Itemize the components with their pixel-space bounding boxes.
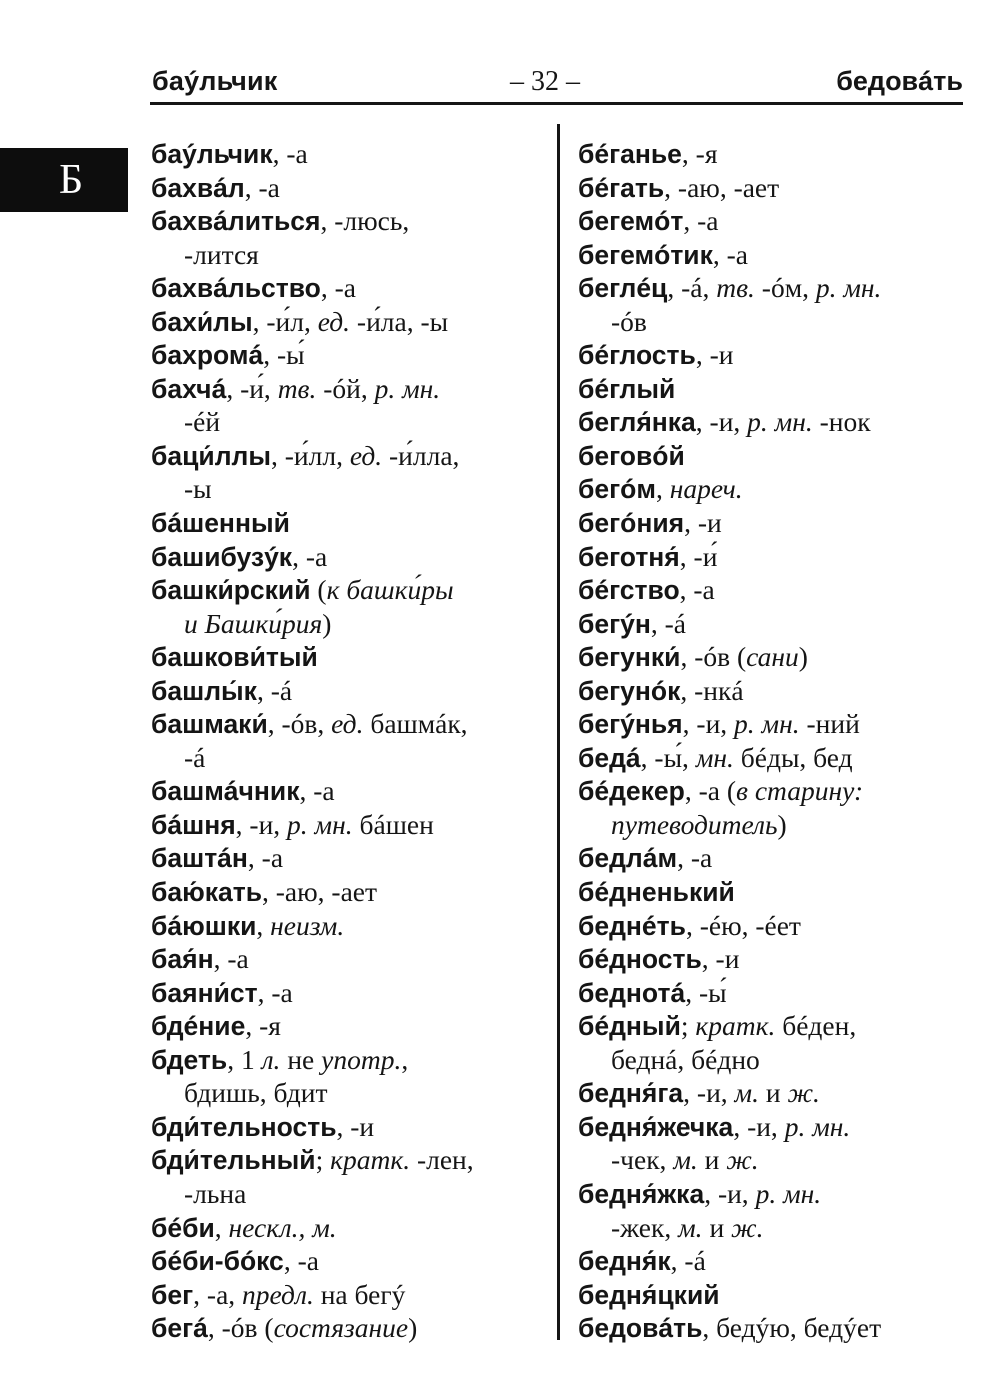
entry-text: не <box>280 1043 322 1075</box>
entry-text: -éй <box>184 406 221 438</box>
entry-line <box>578 137 973 171</box>
entry-continuation-line <box>578 1143 973 1177</box>
letter-thumb-tab <box>0 148 128 212</box>
grammar-note: состязание <box>273 1312 409 1344</box>
grammar-note: путеводитель <box>611 808 778 840</box>
headword: бдеть <box>151 1044 228 1075</box>
entry-text: -лится <box>184 238 259 270</box>
grammar-note: ж. <box>787 1077 820 1109</box>
grammar-note: тв. <box>277 372 317 404</box>
entry-text: , -аю, -ает <box>262 876 378 908</box>
entry-line <box>151 875 546 909</box>
grammar-note: ед. <box>317 305 351 337</box>
left-guide-word: баýльчик <box>152 66 278 96</box>
entry-text: , бедýю, бедýет <box>702 1312 882 1344</box>
entry-text: -óй, <box>316 372 375 404</box>
entry-line <box>151 338 546 372</box>
entry-text: , -á <box>670 1245 706 1277</box>
headword: бегля́нка <box>578 407 696 438</box>
entry-line <box>578 540 973 574</box>
entry-text: , -а <box>247 842 284 874</box>
headword: башлы́к <box>151 675 257 706</box>
entry-text: , <box>401 1043 409 1075</box>
entry-text: , -и, <box>695 406 748 438</box>
right-guide-word: бедовáть <box>836 66 963 96</box>
entry-line <box>578 674 973 708</box>
entry-line <box>578 841 973 875</box>
entry-text: , -а <box>299 775 335 807</box>
entry-text: -и́ла, -ы <box>350 305 449 337</box>
entry-text: -á <box>184 741 206 773</box>
headword: башмáчник <box>151 776 300 807</box>
entry-line <box>578 405 973 439</box>
entry-line <box>151 841 546 875</box>
headword: бéби <box>151 1212 215 1243</box>
grammar-note: р. мн. <box>734 708 800 740</box>
entry-text: ) <box>408 1312 418 1344</box>
headword: бéби-бóкс <box>151 1246 284 1277</box>
entry-text: -ы <box>184 473 212 505</box>
entry-text: , -óв, <box>267 708 332 740</box>
entry-text: , -и, <box>683 1077 735 1109</box>
entry-line <box>151 976 546 1010</box>
entry-line <box>151 540 546 574</box>
entry-continuation-line <box>151 238 546 272</box>
entry-text: , -а, <box>193 1278 243 1310</box>
entry-line <box>151 137 546 171</box>
headword: бегóм <box>578 474 656 505</box>
entry-text: , -а <box>213 943 249 975</box>
grammar-note: кратк. <box>695 1010 776 1042</box>
headword: бегунóк <box>578 675 681 706</box>
entry-line <box>578 1177 973 1211</box>
entry-text: бдишь, бдит <box>184 1077 328 1109</box>
headword: бедня́жечка <box>578 1111 734 1142</box>
entry-text: , -а <box>257 976 293 1008</box>
headword: баци́ллы <box>151 440 271 471</box>
entry-line <box>578 171 973 205</box>
entry-text: , -а ( <box>684 775 737 807</box>
page-number: – 32 – <box>510 66 580 97</box>
entry-text: башмáк, <box>363 708 468 740</box>
entry-line <box>578 640 973 674</box>
headword: беднотá <box>578 977 686 1008</box>
entry-text: -льна <box>184 1177 247 1209</box>
grammar-note: в старину: <box>736 775 864 807</box>
entry-line <box>578 439 973 473</box>
entry-text: бáшен <box>352 808 434 840</box>
entry-text: ( <box>310 574 327 606</box>
grammar-note: р. мн. <box>815 272 882 304</box>
headword: бедовáть <box>578 1313 703 1344</box>
headword: бедá <box>578 742 641 773</box>
entry-line <box>151 204 546 238</box>
headword: баю́кать <box>151 877 263 908</box>
entry-text: , -и, <box>235 808 288 840</box>
headword: бéглый <box>578 373 676 404</box>
entry-text: бéды, бед <box>733 741 853 773</box>
entry-text: -чек, <box>611 1144 674 1176</box>
headword: баýльчик <box>151 139 273 169</box>
headword: бегунки́ <box>578 642 681 673</box>
entry-line <box>151 942 546 976</box>
entry-line <box>151 439 546 473</box>
entry-text: ; <box>680 1010 696 1042</box>
headword: бедня́к <box>578 1246 671 1277</box>
headword: бди́тельный <box>151 1145 316 1176</box>
entry-text: ) <box>322 607 332 639</box>
headword: бахвáл <box>151 172 245 203</box>
entry-text: -ний <box>799 708 860 740</box>
entry-text: , <box>655 473 670 505</box>
grammar-note: ж. <box>726 1144 759 1176</box>
entry-line <box>151 674 546 708</box>
entry-text: ) <box>798 641 808 673</box>
entry-line <box>151 909 546 943</box>
grammar-note: л. <box>261 1043 281 1075</box>
entry-text: , -и́лл, <box>271 439 350 471</box>
entry-line <box>578 741 973 775</box>
entry-text: , -éю, -éет <box>685 909 801 941</box>
grammar-note: р. мн. <box>747 406 813 438</box>
entry-text: , -я <box>681 138 718 169</box>
entry-text: , -á <box>256 674 293 706</box>
headword: бéгство <box>578 575 680 606</box>
entry-text: , -а <box>244 171 280 203</box>
entry-continuation-line <box>578 1043 973 1077</box>
entry-text: бéден, <box>775 1010 857 1042</box>
entry-line <box>578 506 973 540</box>
headword: беглéц <box>578 273 668 304</box>
entry-text: -и́лла, <box>382 439 460 471</box>
headword: бахромá <box>151 340 264 371</box>
grammar-note: нескл., м. <box>228 1211 337 1243</box>
grammar-note: нареч. <box>669 473 743 505</box>
entry-line <box>578 909 973 943</box>
headword: бахвáлиться <box>151 206 321 237</box>
entry-text: , -и, <box>733 1110 785 1142</box>
grammar-note: р. мн. <box>784 1110 851 1142</box>
entry-text: , -и <box>695 339 734 371</box>
entry-line <box>151 506 546 540</box>
entry-text: -жек, <box>611 1211 679 1243</box>
entry-text: , -ы́ <box>263 339 305 371</box>
headword: бахи́лы <box>151 306 253 337</box>
headword: бéдекер <box>578 776 685 807</box>
headword: бег <box>151 1279 194 1310</box>
headword: беготня́ <box>578 541 680 572</box>
right-column <box>578 137 973 1345</box>
headword: беднéть <box>578 910 686 941</box>
grammar-note: употр. <box>321 1043 402 1075</box>
entry-line <box>578 1009 973 1043</box>
entry-text: , -и, <box>682 708 735 740</box>
entry-line <box>151 1110 546 1144</box>
headword: баштáн <box>151 843 248 874</box>
headword: бая́н <box>151 944 214 975</box>
headword: бегýн <box>578 608 651 639</box>
entry-line <box>578 607 973 641</box>
entry-text: ; <box>315 1144 331 1176</box>
entry-text: и <box>697 1144 727 1176</box>
headword: бегá <box>151 1313 208 1344</box>
entry-line <box>151 372 546 406</box>
entry-line <box>578 875 973 909</box>
entry-line <box>151 774 546 808</box>
entry-line <box>578 372 973 406</box>
entry-line <box>151 1143 546 1177</box>
grammar-note: неизм. <box>270 909 345 941</box>
grammar-note: р. мн. <box>755 1177 822 1209</box>
grammar-note: м. <box>734 1077 759 1109</box>
entry-text: , -аю, -ает <box>664 171 780 203</box>
headword: башибузýк <box>151 541 293 572</box>
headword: бахчá <box>151 373 227 404</box>
entry-continuation-line <box>151 1076 546 1110</box>
entry-text: , -и́л, <box>252 305 318 337</box>
entry-text: -нок <box>812 406 871 438</box>
entry-text: на бегý <box>313 1278 406 1310</box>
headword: башмаки́ <box>151 709 268 740</box>
headword: бедня́цкий <box>578 1279 720 1310</box>
entry-line <box>151 1244 546 1278</box>
entry-line <box>151 1311 546 1345</box>
entry-text: , -и <box>336 1110 375 1142</box>
entry-line <box>151 1043 546 1077</box>
entry-text: -óм, <box>754 272 816 304</box>
entry-text: , -люсь, <box>320 205 410 237</box>
headword: бегýнья <box>578 709 683 740</box>
entry-continuation-line <box>151 1177 546 1211</box>
entry-text: и <box>702 1211 732 1243</box>
entry-line <box>578 1311 973 1345</box>
grammar-note: р. мн. <box>287 808 353 840</box>
headword: бéганье <box>578 139 682 169</box>
grammar-note: сани <box>746 641 799 673</box>
headword: бéдность <box>578 944 702 975</box>
running-header <box>150 64 963 106</box>
headword: бéдный <box>578 1011 681 1042</box>
headword: бéдненький <box>578 877 735 908</box>
entry-line <box>151 1211 546 1245</box>
entry-continuation-line <box>151 472 546 506</box>
grammar-note: предл. <box>242 1278 314 1310</box>
entry-line <box>578 238 973 272</box>
grammar-note: к башки́ры <box>326 574 454 606</box>
entry-text: и <box>758 1077 788 1109</box>
headword: бегемóтик <box>578 239 713 270</box>
entry-line <box>578 976 973 1010</box>
headword: бедня́га <box>578 1078 684 1109</box>
entry-continuation-line <box>578 1211 973 1245</box>
entry-line <box>578 1076 973 1110</box>
entry-text: , -а <box>683 205 719 237</box>
entry-text: , -а <box>283 1245 319 1277</box>
headword: бегемóт <box>578 206 684 237</box>
entry-text: , 1 <box>227 1043 262 1075</box>
entry-line <box>578 774 973 808</box>
headword: бедня́жка <box>578 1178 705 1209</box>
entry-continuation-line <box>151 741 546 775</box>
headword: бдéние <box>151 1011 246 1042</box>
headword: беговóй <box>578 440 685 471</box>
entry-continuation-line <box>151 405 546 439</box>
entry-continuation-line <box>578 305 973 339</box>
thumb-tab-letter: Б <box>58 157 84 203</box>
entry-continuation-line <box>578 808 973 842</box>
grammar-note: мн. <box>695 741 734 773</box>
entry-line <box>578 1244 973 1278</box>
headword: бáюшки <box>151 910 257 941</box>
entry-text: , -нкá <box>680 674 744 706</box>
grammar-note: ед. <box>331 708 364 740</box>
entry-line <box>151 808 546 842</box>
entry-text: -лен, <box>410 1144 474 1176</box>
entry-text: , -и <box>701 943 740 975</box>
entry-text: -óв <box>611 305 647 337</box>
headword: бди́тельность <box>151 1111 337 1142</box>
entry-line <box>578 271 973 305</box>
entry-line <box>151 573 546 607</box>
entry-text: , -á, <box>667 272 717 304</box>
entry-line <box>578 573 973 607</box>
entry-text: , -и <box>684 507 722 539</box>
entry-line <box>151 271 546 305</box>
grammar-note: м. <box>678 1211 703 1243</box>
entry-text: , <box>256 909 271 941</box>
entry-line <box>578 338 973 372</box>
grammar-note: кратк. <box>330 1144 411 1176</box>
grammar-note: ж. <box>731 1211 764 1243</box>
entry-text: , -и, <box>704 1177 756 1209</box>
headword: бáшня <box>151 809 236 840</box>
grammar-note: и Башки́рия <box>184 607 323 639</box>
entry-text: , -ы́ <box>685 976 727 1008</box>
entry-text: , -а <box>320 272 356 304</box>
grammar-note: ед. <box>349 439 383 471</box>
entry-line <box>151 305 546 339</box>
entry-line <box>578 204 973 238</box>
entry-line <box>578 1278 973 1312</box>
entry-text: , -ы́, <box>640 741 696 773</box>
header-rule <box>150 102 963 105</box>
entry-text: , -я <box>245 1010 281 1042</box>
entry-text: , -а <box>292 540 328 572</box>
entry-text: , -а <box>679 574 715 606</box>
entry-text: , -а <box>712 238 748 270</box>
headword: бедлáм <box>578 843 678 874</box>
entry-line <box>151 640 546 674</box>
entry-text: ) <box>777 808 787 840</box>
headword: бéглость <box>578 340 696 371</box>
headword: башки́рский <box>151 575 311 606</box>
entry-text: , -á <box>650 607 687 639</box>
entry-line <box>578 942 973 976</box>
entry-line <box>578 1110 973 1144</box>
grammar-note: р. мн. <box>374 372 441 404</box>
grammar-note: м. <box>673 1144 698 1176</box>
entry-text: беднá, бéдно <box>611 1043 760 1075</box>
headword: бáшенный <box>151 508 290 539</box>
entry-line <box>151 171 546 205</box>
entry-text: , -а <box>272 138 308 169</box>
entry-text: , -óв ( <box>680 641 747 673</box>
entry-continuation-line <box>151 607 546 641</box>
entry-line <box>578 707 973 741</box>
headword: бéгать <box>578 172 665 203</box>
entry-text: , -óв ( <box>207 1312 274 1344</box>
column-divider <box>557 124 560 1340</box>
entry-line <box>151 1009 546 1043</box>
entry-text: , <box>214 1211 229 1243</box>
headword: башкови́тый <box>151 642 318 673</box>
entry-line <box>151 707 546 741</box>
left-column <box>151 137 546 1345</box>
entry-text: , -и́ <box>679 540 718 572</box>
entry-line <box>578 472 973 506</box>
entry-text: , -а <box>677 842 713 874</box>
headword: бегóния <box>578 508 685 539</box>
entry-line <box>151 1278 546 1312</box>
entry-text: , -и́, <box>226 372 278 404</box>
grammar-note: тв. <box>716 272 755 304</box>
headword: бахвáльство <box>151 273 321 304</box>
headword: баяни́ст <box>151 977 258 1008</box>
